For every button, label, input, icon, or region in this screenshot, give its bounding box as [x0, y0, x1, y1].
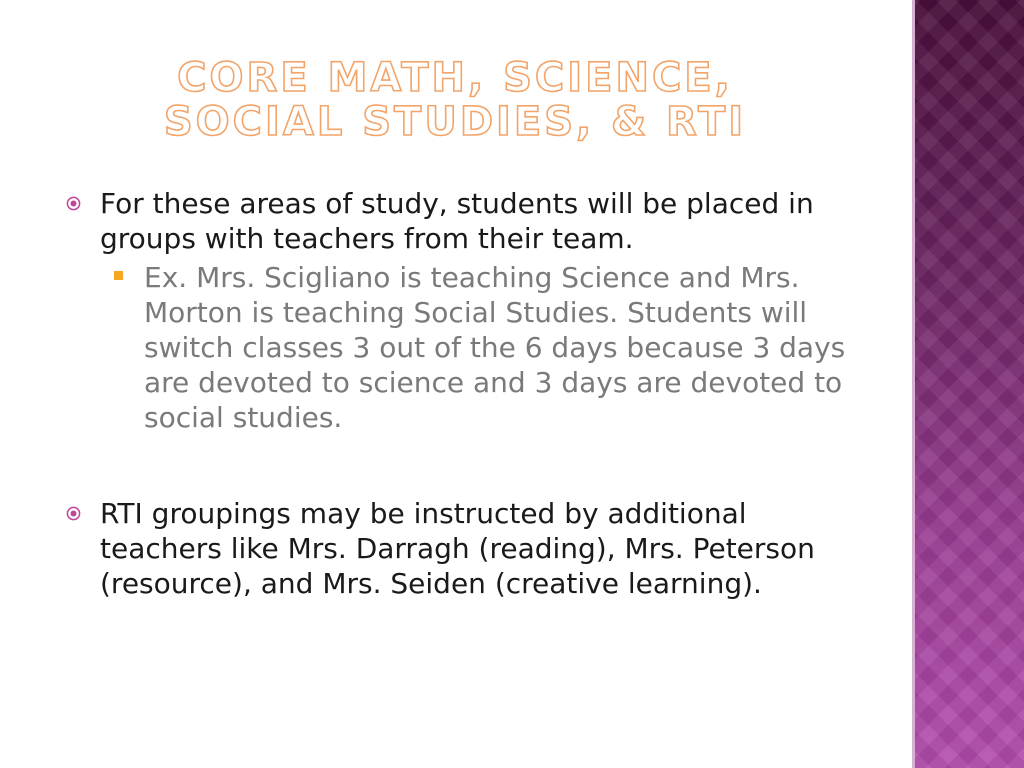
bullet-item — [62, 496, 862, 601]
bullet-text: For these areas of study, students will be placed in groups with teachers from their team. — [100, 187, 814, 255]
decorative-side-panel — [912, 0, 1024, 768]
square-bullet-icon — [114, 271, 123, 280]
target-circle-bullet-icon — [66, 506, 81, 521]
bullet-text: RTI groupings may be instructed by additional teachers like Mrs. Darragh (reading), Mrs. Peterson (resource), and Mrs. Seiden (creative learning). — [100, 497, 815, 600]
sub-bullet-text: Ex. Mrs. Scigliano is teaching Science and Mrs. Morton is teaching Social Studies. Students will switch classes 3 out of the 6 days because 3 days are devoted to science and 3 days are devoted to social studies. — [144, 261, 846, 434]
spacer — [62, 435, 862, 496]
bullet-item — [62, 186, 862, 256]
sub-bullet-item — [106, 260, 862, 435]
slide-body — [62, 186, 862, 601]
slide-title: CORE MATH, SCIENCE, SOCIAL STUDIES, & RTI — [163, 55, 747, 145]
target-circle-bullet-icon — [66, 196, 81, 211]
